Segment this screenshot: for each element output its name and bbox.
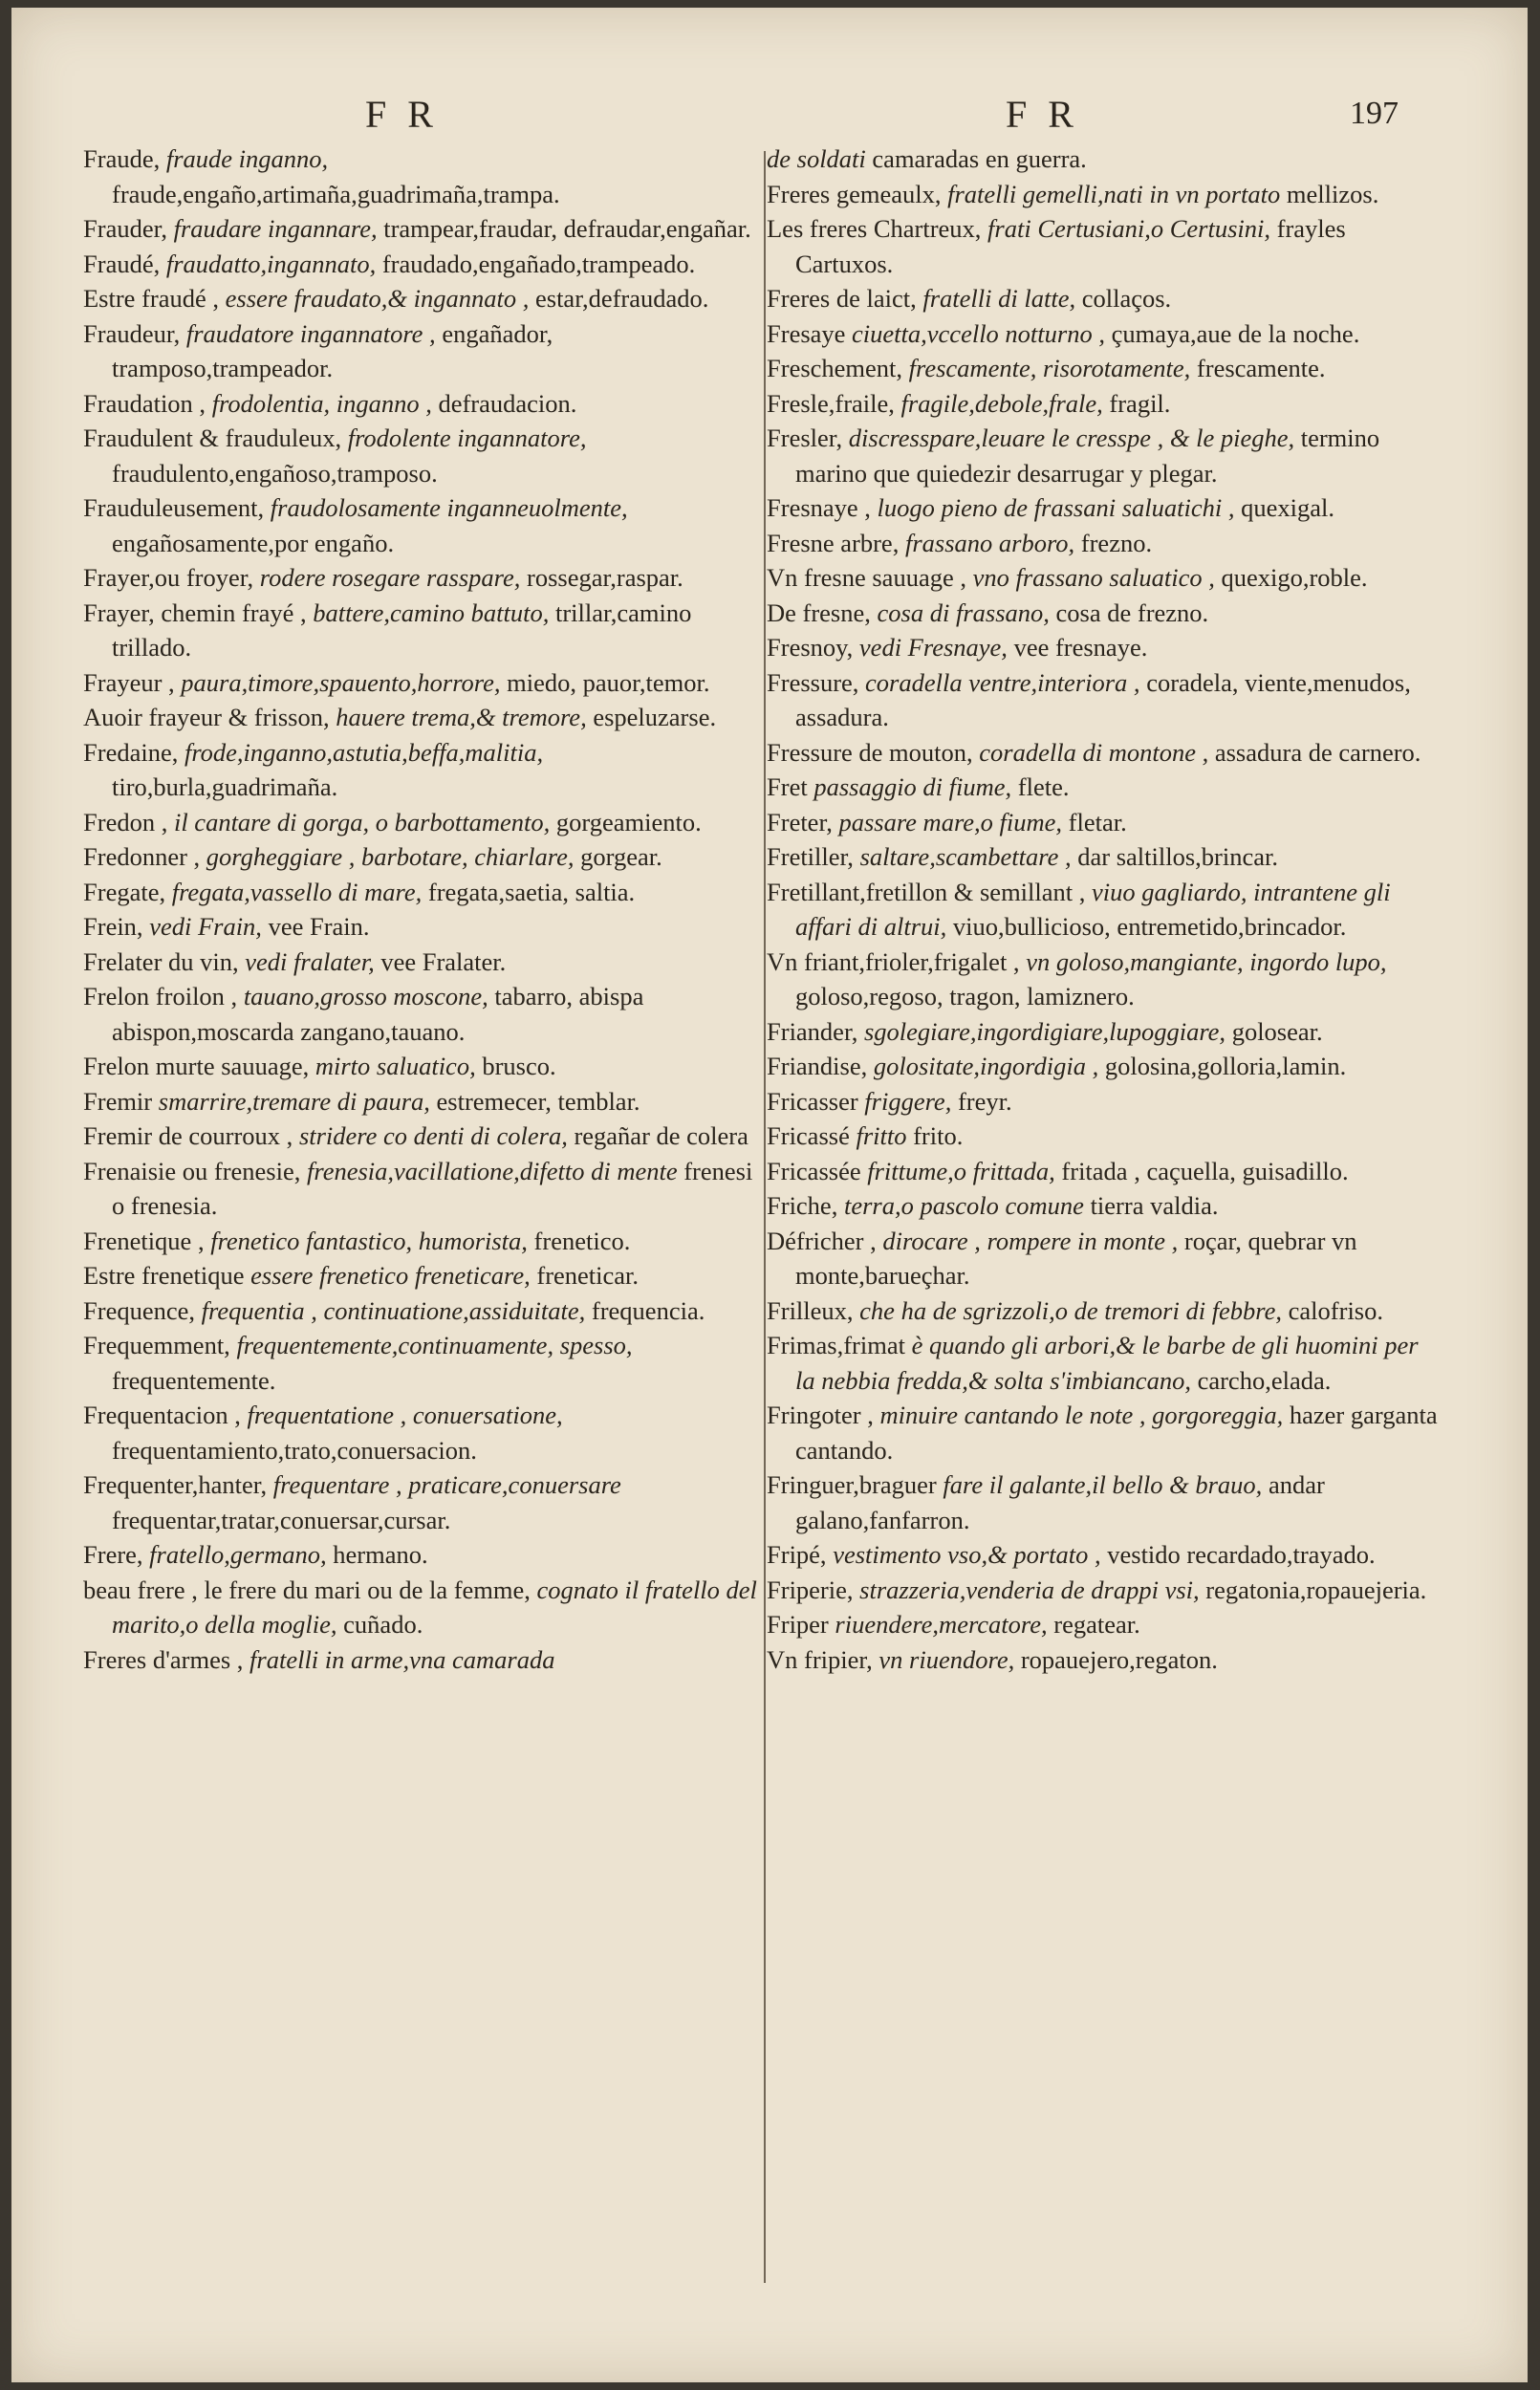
headword: Frenetique ,	[83, 1226, 205, 1255]
spanish-gloss: fraude,engaño,artimaña,guadrimaña,trampa.	[112, 179, 560, 208]
dictionary-entry	[83, 1258, 757, 1293]
headword: Fremir de courroux ,	[83, 1121, 293, 1150]
headword: Fringoter ,	[767, 1401, 874, 1429]
spanish-gloss: frenetico.	[533, 1226, 631, 1255]
spanish-gloss: assadura de carnero.	[1214, 737, 1421, 767]
dictionary-entry	[767, 945, 1441, 1014]
spanish-gloss: frito.	[913, 1121, 964, 1150]
headword: Fraudeur,	[83, 318, 181, 348]
spanish-gloss: mellizos.	[1286, 179, 1379, 208]
headword: Frelon froilon ,	[83, 982, 238, 1010]
headword: Fregate,	[83, 877, 166, 906]
italian-gloss: fraudatore ingannatore ,	[185, 318, 436, 348]
dictionary-entry	[767, 316, 1441, 352]
spanish-gloss: dar saltillos,brincar.	[1077, 842, 1278, 871]
spanish-gloss: frescamente.	[1196, 354, 1326, 382]
spanish-gloss: rossegar,raspar.	[527, 563, 683, 592]
headword: Frayer, chemin frayé ,	[83, 598, 307, 627]
italian-gloss: essere frenetico freneticare,	[250, 1261, 531, 1290]
spanish-gloss: brusco.	[482, 1052, 556, 1080]
headword: Fret	[767, 772, 808, 801]
dictionary-entry	[767, 351, 1441, 386]
spanish-gloss: calofriso.	[1288, 1295, 1383, 1325]
dictionary-entry	[767, 1467, 1441, 1537]
spanish-gloss: goloso,regoso, tragon, lamiznero.	[795, 982, 1135, 1010]
spanish-gloss: fraudado,engañado,trampeado.	[381, 249, 696, 278]
italian-gloss: cognato il fratello del marito,o della moglie,	[112, 1575, 757, 1639]
column-divider	[764, 151, 766, 2283]
spanish-gloss: frayles Cartuxos.	[795, 214, 1346, 278]
dictionary-entry	[83, 386, 757, 422]
spanish-gloss: estar,defraudado.	[535, 284, 709, 313]
italian-gloss: cosa di frassano,	[877, 598, 1050, 627]
headword: Frequentacion ,	[83, 1401, 241, 1429]
headword: Vn fresne sauuage ,	[767, 563, 966, 592]
spanish-gloss: tierra valdia.	[1090, 1191, 1219, 1220]
italian-gloss: è quando gli arbori,& le barbe de gli huomini per la nebbia fredda,& solta s'imbiancano,	[795, 1331, 1419, 1395]
spanish-gloss: vee Fralater.	[380, 946, 507, 976]
italian-gloss: frescamente, risorotamente,	[908, 354, 1191, 382]
headword: Freschement,	[767, 354, 903, 382]
italian-gloss: fare il galante,il bello & brauo,	[943, 1470, 1263, 1499]
headword: Fredonner ,	[83, 842, 201, 871]
spanish-gloss: frequentamiento,trato,conuersacion.	[112, 1435, 477, 1465]
italian-gloss: vedi Fresnaye,	[858, 633, 1008, 662]
spanish-gloss: quexigal.	[1241, 493, 1334, 522]
headword: Fressure de mouton,	[767, 737, 973, 767]
italian-gloss: fratello,germano,	[149, 1540, 327, 1569]
spanish-gloss: vestido recardado,trayado.	[1107, 1540, 1376, 1569]
italian-gloss: smarrire,tremare di paura,	[158, 1086, 430, 1116]
spanish-gloss: tabarro, abispa abispon,moscarda zangano,tauano.	[112, 982, 644, 1046]
running-head-left: F R	[365, 93, 439, 136]
dictionary-entry	[767, 839, 1441, 875]
italian-gloss: frequentia , continuatione,assiduitate,	[201, 1295, 586, 1325]
spanish-gloss: collaços.	[1081, 284, 1172, 313]
dictionary-entry	[83, 316, 757, 386]
spanish-gloss: golosina,golloria,lamin.	[1104, 1052, 1347, 1080]
spanish-gloss: regatonia,ropauejeria.	[1205, 1575, 1427, 1604]
italian-gloss: gorgheggiare , barbotare, chiarlare,	[206, 842, 575, 871]
page-number: 197	[1350, 96, 1399, 131]
headword: Les freres Chartreux,	[767, 214, 982, 243]
dictionary-entry	[83, 875, 757, 910]
headword: Frilleux,	[767, 1295, 854, 1325]
headword: Frauder,	[83, 214, 167, 243]
italian-gloss: stridere co denti di colera,	[298, 1121, 568, 1150]
spanish-gloss: miedo, pauor,temor.	[507, 667, 710, 697]
dictionary-entry	[767, 1154, 1441, 1189]
italian-gloss: frassano arboro,	[904, 528, 1075, 557]
headword: Estre fraudé ,	[83, 284, 219, 313]
spanish-gloss: espeluzarse.	[593, 703, 717, 731]
headword: Freres d'armes ,	[83, 1644, 244, 1674]
spanish-gloss: gorgeamiento.	[555, 807, 702, 836]
spanish-gloss: flete.	[1017, 772, 1070, 801]
headword: De fresne,	[767, 598, 871, 627]
running-head-right: F R	[1006, 93, 1079, 136]
spanish-gloss: fregata,saetia, saltia.	[427, 877, 636, 906]
italian-gloss: friggere,	[864, 1086, 952, 1116]
italian-gloss: frodolente ingannatore,	[347, 424, 587, 452]
italian-gloss: frodolentia, inganno ,	[211, 388, 432, 418]
dictionary-entry	[767, 1293, 1441, 1329]
italian-gloss: coradella di montone ,	[979, 737, 1209, 767]
italian-gloss: fraudatto,ingannato,	[165, 249, 377, 278]
headword: Fresne arbre,	[767, 528, 900, 557]
headword: Fraudulent & frauduleux,	[83, 424, 342, 452]
dictionary-entry	[767, 281, 1441, 316]
dictionary-entry	[83, 945, 757, 980]
italian-gloss: frenetico fantastico, humorista,	[210, 1226, 528, 1255]
dictionary-entry	[83, 1328, 757, 1398]
italian-gloss: luogo pieno de frassani saluatichi ,	[877, 493, 1235, 522]
italian-gloss: il cantare di gorga, o barbottamento,	[173, 807, 551, 836]
headword: Frenaisie ou frenesie,	[83, 1156, 301, 1185]
dictionary-entry	[83, 1293, 757, 1329]
italian-gloss: battere,camino battuto,	[313, 598, 550, 627]
spanish-gloss: hazer garganta cantando.	[795, 1401, 1438, 1465]
italian-gloss: fraudolosamente inganneuolmente,	[270, 493, 628, 522]
italian-gloss: frittume,o frittada,	[867, 1156, 1055, 1185]
spanish-gloss: frequentemente.	[112, 1365, 276, 1395]
dictionary-entry	[767, 1084, 1441, 1119]
headword: Fresler,	[767, 424, 843, 452]
spanish-gloss: engañosamente,por engaño.	[112, 528, 395, 557]
spanish-gloss: trampear,fraudar, defraudar,engañar.	[383, 214, 751, 243]
italian-gloss: viuo gagliardo, intrantene gli affari di altrui,	[795, 877, 1391, 941]
spanish-gloss: vee fresnaye.	[1013, 633, 1148, 662]
spanish-gloss: frequentar,tratar,conuersar,cursar.	[112, 1505, 451, 1534]
italian-gloss: terra,o pascolo comune	[843, 1191, 1084, 1220]
dictionary-entry	[767, 1607, 1441, 1642]
italian-gloss: passaggio di fiume,	[813, 772, 1012, 801]
italian-gloss: che ha de sgrizzoli,o de tremori di febbre,	[859, 1295, 1283, 1325]
dictionary-entry	[767, 560, 1441, 596]
italian-gloss: frati Certusiani,o Certusini,	[987, 214, 1270, 243]
headword: Auoir frayeur & frisson,	[83, 703, 330, 731]
spanish-gloss: frenesi o frenesia.	[112, 1156, 753, 1220]
dictionary-entry	[767, 805, 1441, 840]
spanish-gloss: coradela, viente,menudos, assadura.	[795, 667, 1411, 731]
dictionary-entry	[83, 1573, 757, 1642]
spanish-gloss: regatear.	[1053, 1610, 1140, 1639]
spanish-gloss: freyr.	[957, 1086, 1012, 1116]
dictionary-entry	[83, 909, 757, 945]
dictionary-entry	[83, 805, 757, 840]
spanish-gloss: fragil.	[1109, 388, 1171, 418]
headword: Fretillant,fretillon & semillant ,	[767, 877, 1086, 906]
spanish-gloss: freneticar.	[536, 1261, 640, 1290]
headword: Frequence,	[83, 1295, 195, 1325]
spanish-gloss: fraudulento,engañoso,tramposo.	[112, 458, 438, 488]
headword: Fresnoy,	[767, 633, 854, 662]
dictionary-entry	[767, 735, 1441, 771]
italian-gloss: fregata,vassello di mare,	[171, 877, 423, 906]
headword: Friandise,	[767, 1052, 868, 1080]
spanish-gloss: ropauejero,regaton.	[1020, 1644, 1218, 1674]
spanish-gloss: vee Frain.	[268, 912, 370, 941]
headword: Fretiller,	[767, 842, 854, 871]
dictionary-entry	[767, 141, 1441, 177]
headword: Fricassée	[767, 1156, 861, 1185]
italian-gloss: vestimento vso,& portato ,	[833, 1540, 1101, 1569]
dictionary-entry	[767, 1049, 1441, 1084]
spanish-gloss: cuñado.	[343, 1610, 423, 1639]
dictionary-entry	[83, 141, 757, 211]
spanish-gloss: trillar,camino trillado.	[112, 598, 692, 662]
dictionary-entry	[767, 665, 1441, 735]
left-column	[83, 141, 757, 1677]
headword: Friander,	[767, 1016, 858, 1046]
dictionary-entry	[83, 700, 757, 735]
dictionary-entry	[767, 1642, 1441, 1678]
dictionary-entry	[767, 875, 1441, 945]
headword: Fresnaye ,	[767, 493, 871, 522]
headword: beau frere , le frere du mari ou de la femme,	[83, 1575, 531, 1604]
dictionary-entry	[767, 770, 1441, 805]
dictionary-entry	[83, 560, 757, 596]
dictionary-entry	[767, 177, 1441, 212]
headword: Fraude,	[83, 144, 161, 173]
dictionary-entry	[83, 979, 757, 1049]
italian-gloss: frequentare , praticare,conuersare	[272, 1470, 621, 1499]
headword: Fremir	[83, 1086, 153, 1116]
italian-gloss: sgolegiare,ingordigiare,lupoggiare,	[863, 1016, 1226, 1046]
dictionary-entry	[83, 596, 757, 665]
spanish-gloss: quexigo,roble.	[1221, 563, 1368, 592]
headword: Freres gemeaulx,	[767, 179, 942, 208]
italian-gloss: fratelli gemelli,nati in vn portato	[947, 179, 1281, 208]
headword: Fressure,	[767, 667, 859, 697]
dictionary-entry	[767, 386, 1441, 422]
dictionary-entry	[767, 1573, 1441, 1608]
dictionary-entry	[83, 1154, 757, 1224]
headword: Frequemment,	[83, 1331, 230, 1359]
spanish-gloss: defraudacion.	[438, 388, 577, 418]
italian-gloss: golositate,ingordigia ,	[873, 1052, 1099, 1080]
italian-gloss: tauano,grosso moscone,	[243, 982, 488, 1010]
dictionary-entry	[767, 1537, 1441, 1573]
dictionary-entry	[83, 665, 757, 701]
spanish-gloss: termino marino que quiedezir desarrugar y plegar.	[795, 424, 1380, 488]
italian-gloss: frenesia,vacillatione,difetto di mente	[307, 1156, 678, 1185]
dictionary-entry	[83, 1642, 757, 1678]
italian-gloss: fratelli in arme,vna camarada	[249, 1644, 555, 1674]
italian-gloss: passare mare,o fiume,	[838, 807, 1063, 836]
italian-gloss: coradella ventre,interiora ,	[865, 667, 1140, 697]
headword: Frequenter,hanter,	[83, 1470, 268, 1499]
headword: Freres de laict,	[767, 284, 917, 313]
dictionary-entry	[83, 839, 757, 875]
headword: Vn friant,frioler,frigalet ,	[767, 946, 1020, 976]
dictionary-entry	[767, 526, 1441, 561]
dictionary-entry	[83, 1049, 757, 1084]
spanish-gloss: frezno.	[1080, 528, 1153, 557]
dictionary-entry	[767, 490, 1441, 526]
headword: Fripé,	[767, 1540, 827, 1569]
right-column	[767, 141, 1441, 1677]
dictionary-entry	[767, 421, 1441, 490]
italian-gloss: fragile,debole,frale,	[900, 388, 1103, 418]
dictionary-entry	[83, 1224, 757, 1259]
italian-gloss: riuendere,mercatore,	[835, 1610, 1048, 1639]
italian-gloss: fraudare ingannare,	[173, 214, 378, 243]
spanish-gloss: cosa de frezno.	[1055, 598, 1209, 627]
spanish-gloss: gorgear.	[580, 842, 662, 871]
headword: Freter,	[767, 807, 833, 836]
spanish-gloss: golosear.	[1231, 1016, 1323, 1046]
headword: Frelon murte sauuage,	[83, 1052, 310, 1080]
italian-gloss: fratelli di latte,	[922, 284, 1076, 313]
spanish-gloss: andar galano,fanfarron.	[795, 1470, 1325, 1534]
spanish-gloss: roçar, quebrar vn monte,barueçhar.	[795, 1226, 1357, 1290]
italian-gloss: vn riuendore,	[878, 1644, 1015, 1674]
italian-gloss: strazzeria,venderia de drappi vsi,	[859, 1575, 1200, 1604]
italian-gloss: vn goloso,mangiante, ingordo lupo,	[1026, 946, 1387, 976]
italian-gloss: frequentemente,continuamente, spesso,	[236, 1331, 633, 1359]
dictionary-entry	[83, 211, 757, 247]
spanish-gloss: camaradas en guerra.	[872, 144, 1087, 173]
italian-gloss: frode,inganno,astutia,beffa,malitia,	[184, 737, 544, 767]
dictionary-entry	[767, 1188, 1441, 1224]
headword: Fraudation ,	[83, 388, 206, 418]
italian-gloss: saltare,scambettare ,	[859, 842, 1072, 871]
italian-gloss: minuire cantando le note , gorgoreggia,	[879, 1401, 1284, 1429]
dictionary-entry	[767, 596, 1441, 631]
spanish-gloss: çumaya,aue de la noche.	[1111, 318, 1360, 348]
dictionary-entry	[767, 1119, 1441, 1154]
dictionary-entry	[83, 247, 757, 282]
italian-gloss: dirocare , rompere in monte ,	[882, 1226, 1179, 1255]
dictionary-entry	[83, 1537, 757, 1573]
spanish-gloss: frequencia.	[591, 1295, 705, 1325]
headword: Frelater du vin,	[83, 946, 239, 976]
headword: Frauduleusement,	[83, 493, 265, 522]
dictionary-entry	[767, 1014, 1441, 1050]
headword: Frere,	[83, 1540, 143, 1569]
dictionary-page	[11, 8, 1528, 2382]
spanish-gloss: tiro,burla,guadrimaña.	[112, 772, 338, 801]
headword: Vn fripier,	[767, 1644, 873, 1674]
spanish-gloss: fritada , caçuella, guisadillo.	[1061, 1156, 1349, 1185]
italian-gloss: de soldati	[767, 144, 866, 173]
italian-gloss: rodere rosegare rasspare,	[259, 563, 521, 592]
dictionary-entry	[83, 281, 757, 316]
dictionary-entry	[767, 1328, 1441, 1398]
headword: Fresle,fraile,	[767, 388, 895, 418]
spanish-gloss: viuo,bullicioso, entremetido,brincador.	[952, 912, 1347, 941]
headword: Friper	[767, 1610, 829, 1639]
dictionary-entry	[83, 421, 757, 490]
headword: Fricassé	[767, 1121, 850, 1150]
headword: Friperie,	[767, 1575, 854, 1604]
dictionary-entry	[767, 1398, 1441, 1467]
headword: Fringuer,braguer	[767, 1470, 937, 1499]
headword: Fraudé,	[83, 249, 161, 278]
italian-gloss: vedi Frain,	[149, 912, 262, 941]
dictionary-entry	[83, 735, 757, 805]
headword: Défricher ,	[767, 1226, 877, 1255]
dictionary-entry	[83, 490, 757, 560]
spanish-gloss: estremecer, temblar.	[436, 1086, 640, 1116]
dictionary-entry	[83, 1119, 757, 1154]
spanish-gloss: hermano.	[333, 1540, 428, 1569]
italian-gloss: vno frassano saluatico ,	[972, 563, 1215, 592]
italian-gloss: vedi fralater,	[245, 946, 375, 976]
dictionary-entry	[767, 630, 1441, 665]
headword: Fredon ,	[83, 807, 168, 836]
headword: Frimas,frimat	[767, 1331, 905, 1359]
headword: Fredaine,	[83, 737, 179, 767]
headword: Frein,	[83, 912, 143, 941]
spanish-gloss: regañar de colera	[574, 1121, 748, 1150]
headword: Frayeur ,	[83, 667, 175, 697]
headword: Fresaye	[767, 318, 846, 348]
dictionary-entry	[83, 1467, 757, 1537]
spanish-gloss: fletar.	[1068, 807, 1127, 836]
headword: Frayer,ou froyer,	[83, 563, 254, 592]
spanish-gloss: carcho,elada.	[1197, 1365, 1332, 1395]
dictionary-entry	[83, 1084, 757, 1119]
dictionary-entry	[767, 211, 1441, 281]
italian-gloss: essere fraudato,& ingannato ,	[225, 284, 530, 313]
headword: Fricasser	[767, 1086, 858, 1116]
italian-gloss: mirto saluatico,	[315, 1052, 476, 1080]
italian-gloss: ciuetta,vccello notturno ,	[852, 318, 1105, 348]
italian-gloss: fritto	[856, 1121, 907, 1150]
italian-gloss: paura,timore,spauento,horrore,	[181, 667, 501, 697]
italian-gloss: discresspare,leuare le cresspe , & le pieghe,	[848, 424, 1295, 452]
dictionary-entry	[767, 1224, 1441, 1293]
spanish-gloss: engañador, tramposo,trampeador.	[112, 318, 553, 382]
italian-gloss: hauere trema,& tremore,	[336, 703, 587, 731]
italian-gloss: fraude inganno,	[165, 144, 329, 173]
italian-gloss: frequentatione , conuersatione,	[247, 1401, 563, 1429]
dictionary-entry	[83, 1398, 757, 1467]
headword: Estre frenetique	[83, 1261, 245, 1290]
headword: Friche,	[767, 1191, 838, 1220]
